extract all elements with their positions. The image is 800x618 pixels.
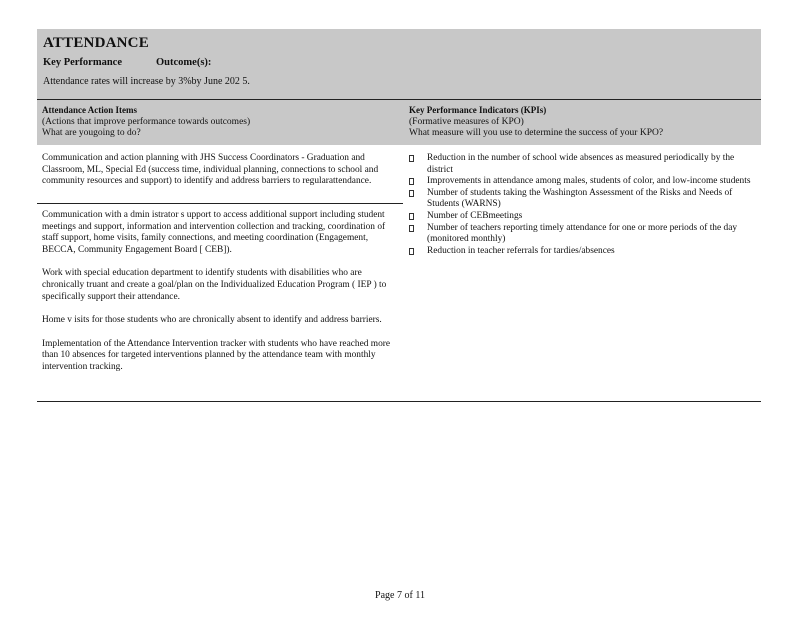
kpi-subtitle: (Formative measures of KPO) — [409, 116, 524, 127]
action-item-text: Communication and action planning with JHS Success Coordinators - Graduation and Classroom, ML, Special Ed (success time, individual planning, connections to school and community resources and support) to identify and address barriers to regularattendance. — [42, 153, 379, 187]
action-item-first — [42, 153, 394, 200]
action-item-text: Implementation of the Attendance Intervention tracker with students who have reached more than 10 absences for targeted interventions planned by the attendance team with monthly intervention tracking. — [42, 338, 391, 372]
kpi-item — [409, 176, 754, 188]
action-item-text: Work with special education department to identify students with disabilities who are chronically truant and create a goal/plan on the Individualized Education Program ( IEP ) to specifically support their attendance. — [42, 268, 387, 302]
page-title: ATTENDANCE — [43, 35, 149, 51]
kpo-goal: Attendance rates will increase by 3%by June 202 5. — [43, 76, 250, 87]
kpi-item — [409, 211, 754, 223]
bullet-icon — [409, 213, 414, 220]
kpi-item — [409, 188, 754, 211]
kpi-item — [409, 153, 754, 176]
kpi-list — [409, 153, 754, 257]
kpi-question: What measure will you use to determine the success of your KPO? — [409, 128, 664, 138]
kpo-label — [43, 57, 211, 68]
bullet-icon — [409, 178, 414, 185]
kpi-text: Reduction in the number of school wide absences as measured periodically by the district — [427, 153, 735, 175]
kpi-text: Number of students taking the Washington Assessment of the Risks and Needs of Students (WARNS) — [427, 187, 733, 210]
kpi-heading — [409, 105, 663, 140]
action-items-heading — [42, 105, 250, 140]
table-bottom-rule — [37, 401, 761, 402]
kpi-item — [409, 223, 754, 246]
page-number: Page 7 of 11 — [375, 590, 425, 601]
action-items-question: What are yougoing to do? — [42, 128, 141, 138]
bullet-icon — [409, 155, 414, 162]
kpi-title: Key Performance Indicators (KPIs) — [409, 105, 547, 115]
action-item-text: Communication with a dmin istrator s upport to access additional support including student meetings and support, information and intervention collection and tracking, coordination of staff support, home visits, family connections, and meeting coordination (Engagement, BECCA, Community Engagement Board [ CEB]). — [42, 210, 386, 255]
action-items-subtitle: (Actions that improve performance towards outcomes) — [42, 116, 251, 127]
action-items-group — [42, 210, 394, 386]
bullet-icon — [409, 190, 414, 197]
kpo-label-key: Key Performance — [43, 57, 123, 68]
bullet-icon — [409, 225, 414, 232]
header-band — [37, 29, 761, 99]
kpi-text: Improvements in attendance among males, students of color, and low-income students — [427, 176, 751, 187]
row-divider — [37, 203, 403, 204]
kpi-text: Number of teachers reporting timely attendance for one or more periods of the day (monitored monthly) — [427, 222, 738, 245]
action-item-text: Home v isits for those students who are chronically absent to identify and address barriers. — [42, 315, 382, 326]
kpi-item — [409, 246, 754, 258]
action-items-title: Attendance Action Items — [42, 105, 137, 115]
column-headings — [37, 100, 761, 145]
kpi-text: Reduction in teacher referrals for tardies/absences — [427, 245, 615, 256]
bullet-icon — [409, 248, 414, 255]
kpi-text: Number of CEBmeetings — [427, 210, 523, 221]
kpo-label-outcome: Outcome(s): — [156, 57, 212, 68]
